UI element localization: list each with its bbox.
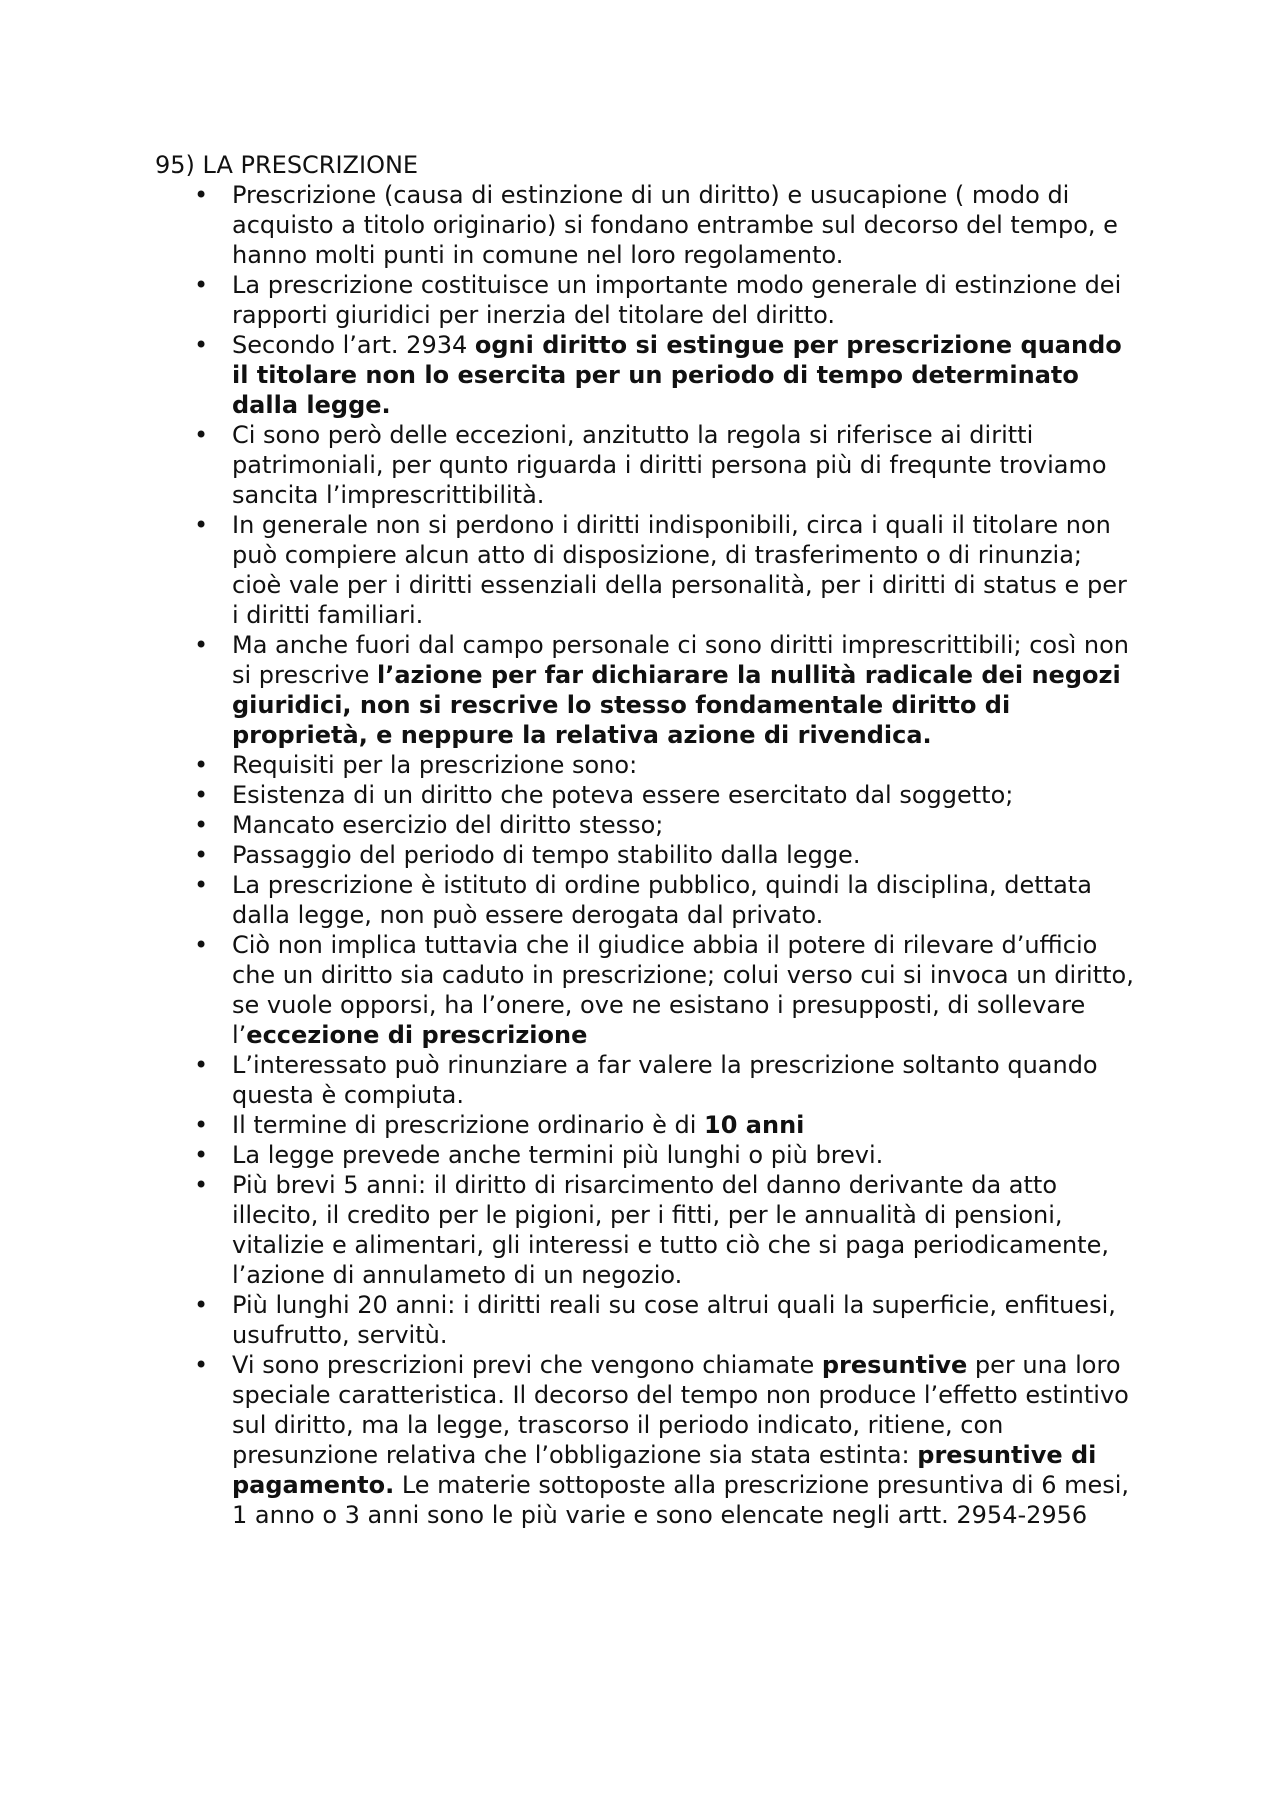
text-segment: Il termine di prescrizione ordinario è di [232,1111,705,1139]
list-item [232,510,1135,630]
text-segment: Vi sono prescrizioni previ che vengono chiamate [232,1351,822,1379]
text-segment: L’interessato può rinunziare a far valere la prescrizione soltanto quando questa è compiuta. [232,1051,1098,1109]
list-item [232,1170,1135,1290]
text-segment: Ciò non implica tuttavia che il giudice abbia il potere di rilevare d’ufficio che un diritto sia caduto in prescrizione; colui verso cui si invoca un diritto, se vuole opporsi, ha l’onere, ove ne esistano i presupposti, di sollevare l’ [232,931,1134,1049]
list-item [232,630,1135,750]
list-item [232,810,1135,840]
bold-text-segment: eccezione di prescrizione [246,1021,588,1049]
list-item [232,1290,1135,1350]
bold-text-segment: l’azione per far dichiarare la nullità radicale dei negozi giuridici, non si rescrive lo stesso fondamentale diritto di proprietà, e neppure la relativa azione di rivendica. [232,661,1121,749]
bold-text-segment: 10 anni [704,1111,805,1139]
text-segment: Secondo l’art. 2934 [232,331,475,359]
text-segment: Più brevi 5 anni: il diritto di risarcimento del danno derivante da atto illecito, il credito per le pigioni, per i fitti, per le annualità di pensioni, vitalizie e alimentari, gli interessi e tutto ciò che si paga periodicamente, l’azione di annulameto di un negozio. [232,1171,1109,1289]
list-item [232,750,1135,780]
list-item [232,1140,1135,1170]
text-segment: Requisiti per la prescrizione sono: [232,751,638,779]
text-segment: Più lunghi 20 anni: i diritti reali su cose altrui quali la superficie, enfituesi, usufrutto, servitù. [232,1291,1116,1349]
list-item [232,840,1135,870]
text-segment: In generale non si perdono i diritti indisponibili, circa i quali il titolare non può compiere alcun atto di disposizione, di trasferimento o di rinunzia; cioè vale per i diritti essenziali della personalità, per i diritti di status e per i diritti familiari. [232,511,1127,629]
text-segment: per una loro speciale caratteristica. Il decorso del tempo non produce l’effetto estintivo sul diritto, ma la legge, trascorso il periodo indicato, ritiene, con presunzione relativa che l’obbligazione sia stata estinta: [232,1351,1129,1469]
text-segment: Ci sono però delle eccezioni, anzitutto la regola si riferisce ai diritti patrimoniali, per qunto riguarda i diritti persona più di frequnte troviamo sancita l’imprescrittibilità. [232,421,1107,509]
text-segment: La legge prevede anche termini più lunghi o più brevi. [232,1141,884,1169]
list-item [232,420,1135,510]
list-item [232,1110,1135,1140]
list-item [232,270,1135,330]
list-item [232,870,1135,930]
document-title: 95) LA PRESCRIZIONE [155,151,419,179]
bold-text-segment: presuntive di pagamento. [232,1441,1097,1499]
text-segment: Prescrizione (causa di estinzione di un diritto) e usucapione ( modo di acquisto a titolo originario) si fondano entrambe sul decorso del tempo, e hanno molti punti in comune nel loro regolamento. [232,181,1118,269]
text-segment: La prescrizione costituisce un importante modo generale di estinzione dei rapporti giuridici per inerzia del titolare del diritto. [232,271,1122,329]
list-item [232,1050,1135,1110]
list-item [232,930,1135,1050]
bullet-list [155,180,1135,1530]
bold-text-segment: ogni diritto si estingue per prescrizione quando il titolare non lo esercita per un periodo di tempo determinato dalla legge. [232,331,1122,419]
bold-text-segment: presuntive [821,1351,968,1379]
text-segment: Passaggio del periodo di tempo stabilito dalla legge. [232,841,861,869]
text-segment: Mancato esercizio del diritto stesso; [232,811,664,839]
list-item [232,180,1135,270]
list-item [232,780,1135,810]
text-segment: Ma anche fuori dal campo personale ci sono diritti imprescrittibili; così non si prescrive [232,631,1129,689]
list-item [232,330,1135,420]
document-page [155,150,1135,1530]
text-segment: Le materie sottoposte alla prescrizione presuntiva di 6 mesi, 1 anno o 3 anni sono le più varie e sono elencate negli artt. 2954-2956 [232,1471,1130,1529]
list-item [232,1350,1135,1530]
text-segment: La prescrizione è istituto di ordine pubblico, quindi la disciplina, dettata dalla legge, non può essere derogata dal privato. [232,871,1092,929]
text-segment: Esistenza di un diritto che poteva essere esercitato dal soggetto; [232,781,1014,809]
